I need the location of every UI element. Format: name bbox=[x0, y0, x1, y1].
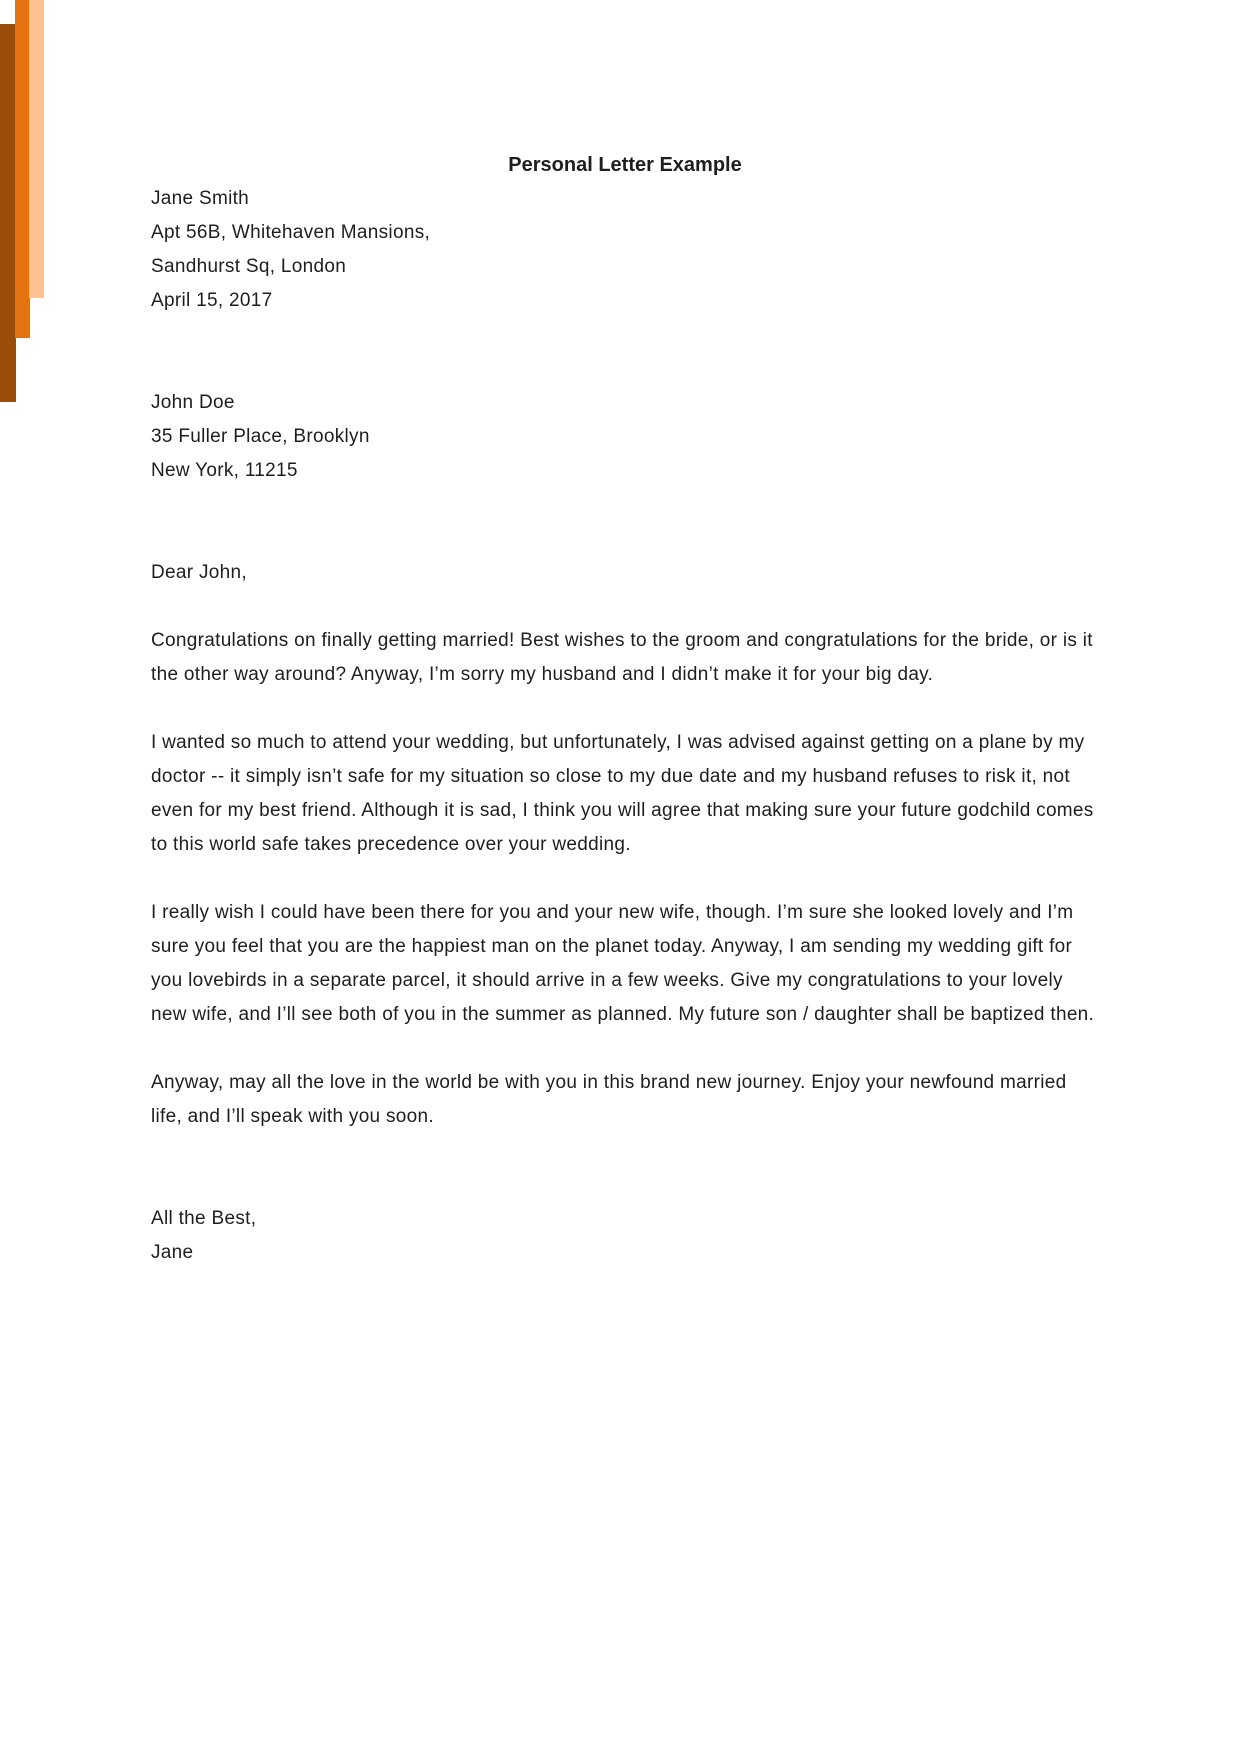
letter-date: April 15, 2017 bbox=[151, 290, 273, 311]
recipient-address-line2: New York, 11215 bbox=[151, 460, 298, 481]
page-title: Personal Letter Example bbox=[508, 154, 742, 176]
body-paragraph: I really wish I could have been there for you and your new wife, though. I’m sure she looked lovely and I’m sure you feel that you are the happiest man on the planet today. Anyway, I am sending my wedding gift for you lovebirds in a separate parcel, it should arrive in a few weeks. Give my congratulations to your lovely new wife, and I’ll see both of you in the summer as planned. My future son / daughter shall be baptized then. bbox=[151, 902, 1095, 1025]
sender-address-line2: Sandhurst Sq, London bbox=[151, 256, 347, 277]
body-paragraph: I wanted so much to attend your wedding, but unfortunately, I was advised against getting on a plane by my doctor -- it simply isn’t safe for my situation so close to my due date and my husband refuses to risk it, not even for my best friend. Although it is sad, I think you will agree that making sure your future godchild comes to this world safe takes precedence over your wedding. bbox=[151, 732, 1094, 855]
sender-name: Jane Smith bbox=[151, 188, 250, 209]
recipient-block bbox=[151, 386, 1096, 488]
body-paragraph: Anyway, may all the love in the world be with you in this brand new journey. Enjoy your newfound married life, and I’ll speak with you soon. bbox=[151, 1072, 1067, 1127]
decorative-stripe-light bbox=[29, 0, 44, 298]
closing: All the Best, bbox=[151, 1208, 257, 1229]
salutation: Dear John, bbox=[151, 562, 247, 583]
recipient-address-line1: 35 Fuller Place, Brooklyn bbox=[151, 426, 370, 447]
letter-body bbox=[151, 182, 1096, 1270]
sender-address-line1: Apt 56B, Whitehaven Mansions, bbox=[151, 222, 431, 243]
recipient-name: John Doe bbox=[151, 392, 235, 413]
sender-block bbox=[151, 182, 1096, 318]
body-paragraph: Congratulations on finally getting married! Best wishes to the groom and congratulations for the bride, or is it the other way around? Anyway, I’m sorry my husband and I didn’t make it for your big day. bbox=[151, 630, 1093, 685]
signature: Jane bbox=[151, 1242, 194, 1263]
decorative-stripe-dark bbox=[0, 24, 16, 402]
